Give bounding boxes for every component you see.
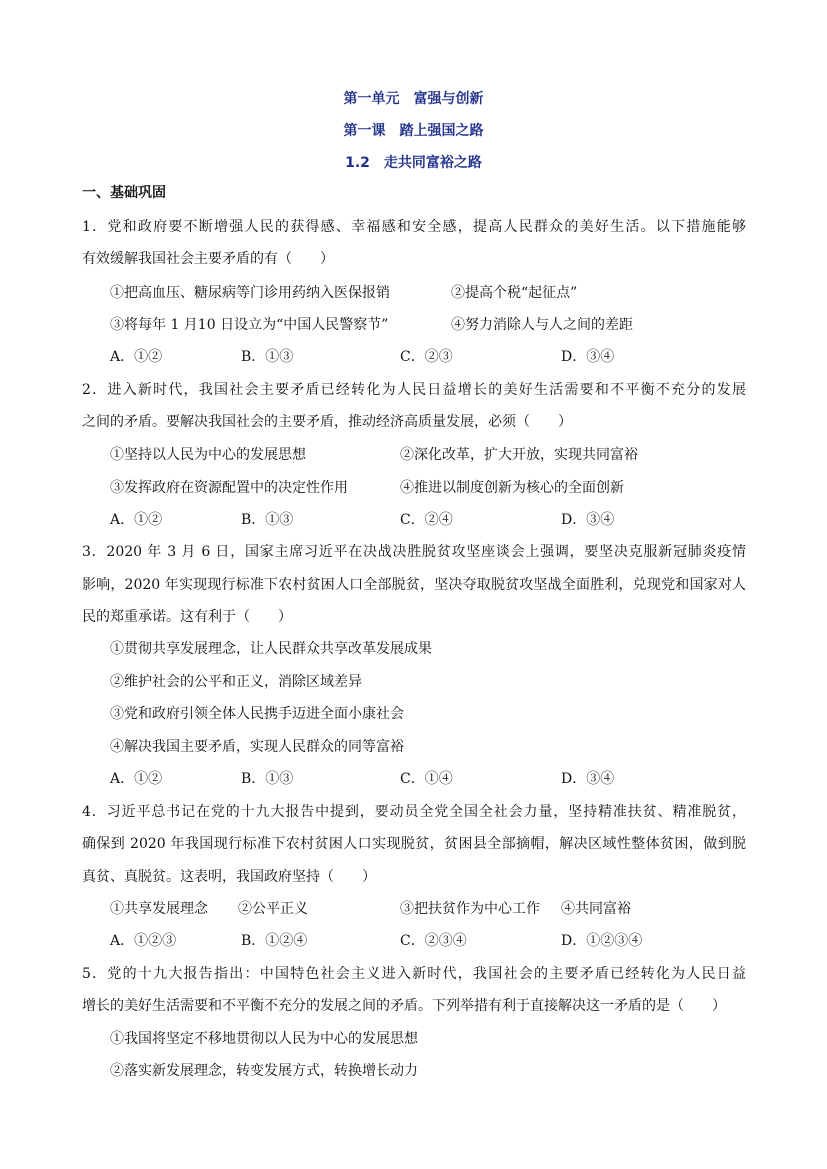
question-4-item-1: ①共享发展理念 (110, 901, 208, 917)
question-4-item-3: ③把扶贫作为中心工作 (400, 901, 540, 917)
question-2-item-1: ①坚持以人民为中心的发展思想 (110, 447, 306, 463)
question-4-item-4: ④共同富裕 (561, 901, 631, 917)
question-3-stem-line-1: 3．2020 年 3 月 6 日，国家主席习近平在决战决胜脱贫攻坚座谈会上强调，要坚决克服新冠肺炎疫情 (82, 544, 746, 560)
question-3-option-b: B．①③ (241, 771, 294, 787)
question-4-stem-line-2: 确保到 2020 年我国现行标准下农村贫困人口实现脱贫，贫困县全部摘帽，解决区域性整体贫困，做到脱 (82, 836, 746, 852)
unit-title: 第一单元 富强与创新 (343, 91, 484, 107)
question-5-stem-line-1: 5．党的十九大报告指出：中国特色社会主义进入新时代，我国社会的主要矛盾已经转化为人民日益 (82, 966, 746, 982)
question-3-option-d: D．③④ (561, 771, 615, 787)
question-5-item-1: ①我国将坚定不移地贯彻以人民为中心的发展思想 (110, 1031, 418, 1047)
question-1-option-a: A．①② (110, 349, 163, 365)
question-3-item-2: ②维护社会的公平和正义，消除区域差异 (110, 674, 362, 690)
question-2-option-d: D．③④ (561, 512, 615, 528)
question-1-option-b: B．①③ (241, 349, 294, 365)
question-3-option-c: C．①④ (400, 771, 453, 787)
question-4-stem-line-3: 真贫、真脱贫。这表明，我国政府坚持（ ） (82, 869, 376, 885)
question-2-option-b: B．①③ (241, 512, 294, 528)
question-5-item-2: ②落实新发展理念，转变发展方式，转换增长动力 (110, 1063, 418, 1079)
question-2-item-3: ③发挥政府在资源配置中的决定性作用 (110, 480, 348, 496)
question-2-option-a: A．①② (110, 512, 163, 528)
lesson-title: 第一课 踏上强国之路 (343, 123, 484, 139)
question-1-item-4: ④努力消除人与人之间的差距 (451, 317, 633, 333)
question-3-item-3: ③党和政府引领全体人民携手迈进全面小康社会 (110, 706, 404, 722)
question-2-stem-line-1: 2．进入新时代，我国社会主要矛盾已经转化为人民日益增长的美好生活需要和不平衡不充分的发展 (82, 382, 746, 398)
question-4-option-b: B．①②④ (241, 933, 308, 949)
question-4-stem-line-1: 4．习近平总书记在党的十九大报告中提到，要动员全党全国全社会力量，坚持精准扶贫、精准脱贫， (82, 804, 746, 820)
question-2-item-2: ②深化改革，扩大开放，实现共同富裕 (400, 447, 638, 463)
question-3-option-a: A．①② (110, 771, 163, 787)
question-4-option-c: C．②③④ (400, 933, 467, 949)
question-4-option-d: D．①②③④ (561, 933, 643, 949)
question-1-option-d: D．③④ (561, 349, 615, 365)
question-1-item-1: ①把高血压、糖尿病等门诊用药纳入医保报销 (110, 285, 390, 301)
question-2-item-4: ④推进以制度创新为核心的全面创新 (400, 480, 624, 496)
question-1-option-c: C．②③ (400, 349, 453, 365)
question-3-item-1: ①贯彻共享发展理念，让人民群众共享改革发展成果 (110, 641, 432, 657)
question-4-item-2: ②公平正义 (238, 901, 308, 917)
question-3-stem-line-2: 影响，2020 年实现现行标准下农村贫困人口全部脱贫，坚决夺取脱贫攻坚战全面胜利，兑现党和国家对人 (82, 577, 746, 593)
question-1-stem-line-2: 有效缓解我国社会主要矛盾的有（ ） (82, 251, 334, 267)
question-1-item-2: ②提高个税“起征点” (451, 285, 578, 301)
question-2-stem-line-2: 之间的矛盾。要解决我国社会的主要矛盾，推动经济高质量发展，必须（ ） (82, 414, 572, 430)
question-1-item-3: ③将每年 1 月10 日设立为“中国人民警察节” (110, 317, 389, 333)
question-4-option-a: A．①②③ (110, 933, 177, 949)
section-title: 1.2 走共同富裕之路 (345, 155, 482, 171)
question-1-stem-line-1: 1．党和政府要不断增强人民的获得感、幸福感和安全感，提高人民群众的美好生活。以下措施能够 (82, 219, 746, 235)
question-3-item-4: ④解决我国主要矛盾，实现人民群众的同等富裕 (110, 739, 404, 755)
question-3-stem-line-3: 民的郑重承诺。这有利于（ ） (82, 609, 292, 625)
section-heading: 一、基础巩固 (82, 185, 166, 201)
question-5-stem-line-2: 增长的美好生活需要和不平衡不充分的发展之间的矛盾。下列举措有利于直接解决这一矛盾的是（ ） (82, 998, 726, 1014)
question-2-option-c: C．②④ (400, 512, 453, 528)
